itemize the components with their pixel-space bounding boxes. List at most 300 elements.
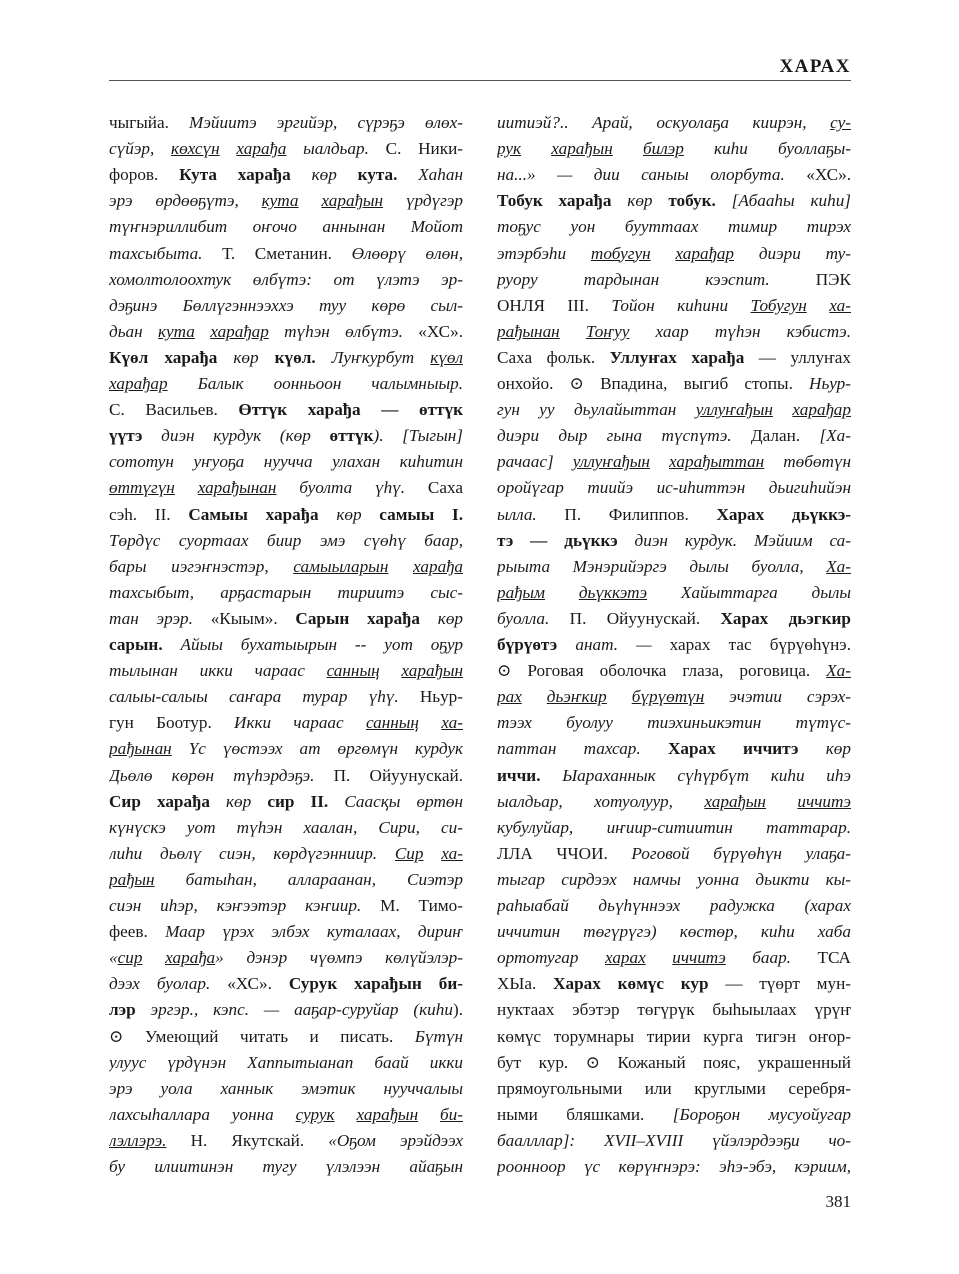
text-run: уллуҥађын: [572, 452, 650, 472]
text-line: [109, 632, 463, 658]
text-line: [497, 319, 851, 345]
text-run: киһи буоллаҕы-: [683, 139, 851, 159]
text-run: харађынан: [197, 478, 277, 498]
text-run: рађынан: [109, 739, 172, 759]
text-run: үүтэ: [109, 426, 143, 446]
text-run: Хаһан: [397, 165, 463, 185]
text-line: [497, 789, 851, 815]
text-run: көр: [611, 191, 669, 211]
text-run: раһыабай дьүһүннээх радужка (харах: [497, 896, 851, 915]
text-line: [109, 319, 463, 345]
text-run: көр: [217, 347, 275, 367]
text-run: бүрүөтэ: [497, 635, 558, 654]
text-run: ОНЛЯ III.: [497, 295, 612, 315]
text-line: [109, 1128, 463, 1154]
text-run: [773, 400, 792, 419]
text-line: [497, 267, 851, 293]
text-line: [109, 997, 463, 1023]
text-run: харађын: [321, 191, 383, 211]
text-line: [497, 945, 851, 971]
text-run: сиэн иһэр, кэҥээтэр кэҥиир.: [109, 896, 381, 915]
text-run: кубулуйар, иҥиир-ситиитин таттарар.: [497, 817, 851, 837]
text-run: П. Ойуунускай.: [569, 608, 721, 628]
text-line: [109, 919, 463, 945]
text-run: билэр: [642, 139, 684, 159]
text-run: рыыта Мэнэрийэргэ дылы буолла,: [497, 556, 827, 576]
text-line: [109, 1154, 463, 1180]
text-run: көр: [798, 739, 851, 759]
text-run: иччитэ: [672, 948, 726, 968]
text-run: «ХС».: [806, 165, 851, 185]
text-line: [109, 267, 463, 293]
text-run: өттүк: [329, 426, 374, 446]
text-run: [807, 296, 830, 315]
text-run: [380, 661, 402, 680]
text-run: харах: [604, 948, 646, 968]
text-line: [497, 502, 851, 528]
text-run: нуктаах эбэтэр төгүрүк быһыылаах үрүҥ: [497, 1000, 851, 1020]
text-run: Самыы харађа: [188, 504, 319, 524]
text-run: Харах көмүс кур: [553, 974, 709, 994]
text-run: лэллэрэ.: [109, 1130, 167, 1150]
text-run: сототун уҥуоҕа нуучча улахан киһитин: [109, 452, 463, 472]
text-run: [220, 139, 237, 158]
text-run: харађын: [704, 791, 766, 811]
text-run: [650, 452, 669, 471]
text-run: самыы I.: [379, 504, 463, 524]
text-run: Далан.: [750, 426, 820, 446]
text-line: [109, 502, 463, 528]
text-run: көр: [318, 504, 380, 524]
text-run: Харах иччитэ: [667, 739, 799, 759]
text-run: буолла.: [497, 608, 570, 628]
text-run: оройүгар тиийэ ис-иһиттэн дьигиһийэн: [497, 478, 851, 498]
text-run: лахсыһаллара уонна: [109, 1104, 296, 1124]
text-run: самыыларын: [293, 556, 389, 576]
text-run: сир: [117, 948, 143, 968]
text-run: Сир: [394, 843, 424, 863]
text-line: [497, 1024, 851, 1050]
text-run: харађын: [401, 661, 463, 681]
text-run: Саасқы өртөн: [328, 791, 463, 811]
text-run: гун Боотур.: [109, 713, 235, 733]
text-run: киһи: [419, 1000, 453, 1020]
text-line: [109, 371, 463, 397]
text-run: [299, 191, 322, 210]
text-line: [109, 1050, 463, 1076]
text-run: Балык оонньоон чалымныыр.: [167, 374, 463, 393]
text-line: [497, 423, 851, 449]
text-run: Луҥкурбут: [315, 347, 431, 367]
text-run: этэрбэһи: [497, 243, 591, 263]
text-run: П. Филиппов.: [564, 504, 717, 524]
text-line: [497, 1076, 851, 1102]
text-run: Ха-: [826, 556, 851, 576]
text-run: тыгар сирдээх намчы уонна дьикти кы-: [497, 869, 851, 889]
text-run: [651, 244, 676, 263]
text-line: [497, 867, 851, 893]
text-run: [545, 583, 579, 602]
text-run: [521, 139, 551, 158]
text-run: тан эрэр.: [109, 608, 211, 628]
text-run: Роговой бүрүөһүн улаҕа-: [631, 843, 851, 863]
text-run: харах тас бүрүөһүнэ.: [669, 635, 851, 654]
text-run: паттан тахсар.: [497, 739, 668, 759]
text-run: [424, 844, 442, 863]
text-run: » дэнэр чүөмпэ көлүйэлэр-: [215, 948, 463, 968]
text-line: [109, 188, 463, 214]
text-run: күнүскэ уот түһэн хаалан, Сири, си-: [109, 817, 463, 837]
text-run: ха-: [829, 295, 851, 315]
text-line: [109, 1076, 463, 1102]
text-line: [497, 815, 851, 841]
text-run: батыһан, аллараанан, Сиэтэр: [154, 869, 463, 889]
text-run: көхсүн: [171, 139, 220, 159]
text-run: С. Ники-: [385, 139, 463, 159]
text-run: Харах дьэгкир: [720, 608, 851, 628]
text-run: Тобугун: [750, 295, 807, 315]
text-run: ). [Тыгын]: [373, 426, 463, 446]
text-line: [109, 241, 463, 267]
text-line: [497, 371, 851, 397]
text-line: [109, 528, 463, 554]
text-run: сурук: [295, 1104, 335, 1124]
text-run: рах: [497, 687, 522, 707]
text-run: тылынан икки чараас: [109, 661, 327, 681]
text-run: ⊙ Умеющий читать и писать.: [109, 1026, 415, 1046]
text-run: көр: [285, 426, 330, 446]
text-run: хаар түһэн кэбистэ.: [629, 321, 851, 341]
text-line: [109, 162, 463, 188]
text-run: Хайыттарга дылы: [647, 582, 851, 602]
text-run: ааҕар-суруйар (: [294, 1000, 420, 1020]
text-run: эргэр., кэпс. —: [135, 1000, 295, 1020]
page-number: 381: [825, 1192, 851, 1211]
text-run: феев.: [109, 922, 166, 942]
text-run: иитиэй?.. Арай, оскуолаҕа киирэн,: [497, 113, 831, 132]
text-run: на...» — дии саныы олорбута.: [497, 165, 807, 185]
text-line: [497, 554, 851, 580]
text-run: диэн курдук (: [142, 426, 286, 446]
text-line: [497, 580, 851, 606]
text-run: Икки чараас: [234, 713, 366, 733]
text-line: [497, 710, 851, 736]
text-run: харађар: [792, 400, 851, 420]
text-run: бары иэгэҥнэстэр,: [109, 556, 294, 576]
text-line: [497, 606, 851, 632]
text-run: гун уу дьулайыттан: [497, 400, 696, 420]
text-line: [109, 423, 463, 449]
text-line: [497, 136, 851, 162]
text-run: «: [109, 948, 118, 968]
text-run: Тоҥуу: [585, 321, 630, 341]
text-line: [109, 658, 463, 684]
text-line: [497, 971, 851, 997]
text-run: күөл.: [274, 347, 316, 367]
text-run: дьүккэтэ: [578, 582, 648, 602]
text-run: ыалдьар.: [286, 139, 386, 159]
text-run: Өлөөрү өлөн,: [351, 243, 463, 263]
header-rule: [109, 80, 851, 81]
text-run: П. Ойуунускай.: [333, 765, 463, 785]
text-run: [646, 948, 672, 967]
text-line: [109, 449, 463, 475]
text-line: [109, 841, 463, 867]
text-line: [497, 449, 851, 475]
text-run: ⊙ Роговая оболочка глаза, роговица.: [497, 661, 827, 681]
text-line: [497, 110, 851, 136]
text-run: [142, 948, 165, 967]
text-run: уллуҥађын: [695, 400, 773, 420]
text-run: үрдүгэр: [383, 191, 463, 211]
text-run: харађар: [109, 374, 168, 393]
text-run: [195, 322, 210, 341]
text-run: түҥнэриллибит оҥочо аннынан Мойот: [109, 217, 463, 237]
text-run: бүрүөтүн: [631, 687, 705, 707]
text-line: [497, 763, 851, 789]
text-run: [522, 687, 547, 706]
text-run: эчэтии сэрэх-: [704, 687, 851, 707]
text-run: Тобук харађа: [497, 191, 612, 211]
text-run: ПЭК: [815, 269, 851, 289]
text-run: эрэ өрдөөҕүтэ,: [109, 191, 262, 211]
text-run: сэһ. II.: [109, 504, 189, 524]
text-run: көр: [209, 791, 268, 811]
text-run: [Ха-: [819, 426, 851, 446]
text-run: ТСА: [817, 948, 851, 968]
text-run: түһэн өлбүтэ.: [268, 321, 419, 341]
text-line: [109, 945, 463, 971]
text-run: күөл: [430, 347, 463, 367]
text-run: Мэйиитэ эргийэр, сүрэҕэ өлөх-: [189, 113, 463, 132]
text-line: [497, 841, 851, 867]
text-run: дээх буолар.: [109, 974, 228, 994]
text-run: Ньур-: [809, 374, 851, 393]
text-run: кута: [261, 191, 299, 211]
text-line: [497, 632, 851, 658]
text-run: бу илиитинэн тугу үлэлээн айаҕын: [109, 1157, 463, 1176]
text-run: Харах дьүккэ-: [716, 504, 851, 524]
text-run: хомолтолоохтук өлбүтэ: от үлэтэ эр-: [109, 269, 463, 289]
text-run: Уллуҥах харађа: [609, 347, 745, 367]
text-line: [497, 658, 851, 684]
text-run: диэри дыр гына түспүтэ.: [497, 426, 751, 446]
text-line: [497, 893, 851, 919]
text-run: иччи.: [497, 765, 541, 785]
text-run: рађынан: [497, 321, 560, 341]
text-run: санның: [365, 713, 419, 733]
text-run: [419, 713, 441, 732]
text-line: [497, 345, 851, 371]
text-line: [109, 475, 463, 501]
text-run: тахсыбыт, арҕастарын тириитэ сыс-: [109, 582, 463, 602]
text-line: [497, 162, 851, 188]
text-run: харађын: [551, 139, 613, 159]
text-run: сүйэр,: [109, 139, 172, 159]
text-run: Сарын харађа: [295, 608, 421, 628]
text-run: баар.: [725, 948, 818, 968]
text-run: Айыы бухатыырын -- уот оҕур: [162, 635, 463, 654]
text-run: ).: [452, 1000, 463, 1020]
text-run: тээх буолуу тиэхиньикэтин түтүс-: [497, 713, 851, 733]
text-run: бут кур. ⊙ Кожаный пояс, украшенный: [497, 1052, 851, 1072]
text-run: «Оҕом эрэйдээх: [328, 1130, 463, 1150]
text-run: эрэ уола ханнык эмэтик нууччалыы: [109, 1078, 463, 1098]
text-line: [109, 136, 463, 162]
text-line: [497, 1128, 851, 1154]
text-line: [109, 710, 463, 736]
text-run: ными бляшками.: [497, 1104, 673, 1124]
text-run: төбөтүн: [764, 452, 851, 472]
text-line: [497, 1102, 851, 1128]
text-run: чыгыйа.: [109, 113, 190, 132]
text-line: [497, 997, 851, 1023]
text-line: [497, 684, 851, 710]
text-line: [109, 736, 463, 762]
text-run: рађым: [497, 582, 546, 602]
text-run: Ха-: [826, 661, 851, 681]
text-run: Ыараханнык сүһүрбүт киһи иһэ: [540, 765, 851, 785]
text-run: ха-: [441, 713, 463, 733]
text-run: буолта үһү.: [276, 478, 428, 498]
text-run: [175, 478, 198, 497]
text-line: [497, 528, 851, 554]
text-run: ылла.: [497, 504, 565, 524]
text-run: сарын.: [109, 635, 163, 654]
text-run: «Кыым».: [210, 608, 296, 628]
text-line: [497, 214, 851, 240]
text-run: форов.: [109, 165, 180, 185]
text-line: [497, 188, 851, 214]
text-run: Мэйиим са-: [753, 530, 851, 550]
text-line: [109, 1102, 463, 1128]
text-run: тобук.: [668, 191, 716, 211]
text-run: прямоугольными или круглыми серебря-: [497, 1078, 851, 1098]
text-run: салыы-салыы саҥара турар үһү.: [109, 687, 420, 707]
text-run: — түөрт мун-: [708, 974, 851, 994]
text-line: [109, 397, 463, 423]
text-run: онхойо. ⊙ Впадина, выгиб стопы.: [497, 374, 810, 393]
text-run: Т. Сметанин.: [222, 243, 352, 263]
text-run: Тойон киһини: [611, 295, 751, 315]
text-run: би-: [440, 1104, 463, 1124]
text-run: [607, 687, 632, 706]
text-run: көр: [420, 608, 463, 628]
text-run: ЛЛА ЧЧОИ.: [497, 843, 632, 863]
text-line: [109, 214, 463, 240]
text-run: харађа: [412, 556, 463, 576]
text-run: [388, 557, 413, 576]
text-run: М. Тимо-: [380, 896, 463, 915]
text-line: [497, 919, 851, 945]
text-run: Өттүк харађа — өттүк: [238, 400, 463, 420]
text-line: [497, 1050, 851, 1076]
text-run: улуус үрдүнэн Хаппытыанап баай икки: [109, 1052, 463, 1072]
text-run: баалллар]: XVII–XVIII үйэлэрдээҕи чо-: [497, 1130, 851, 1150]
text-run: ХЫа.: [497, 974, 554, 994]
text-run: харађа: [165, 948, 216, 968]
text-run: роонноор үс көрүҥнэрэ: эһэ-эбэ, кэриим,: [497, 1157, 851, 1176]
text-run: дьан: [109, 321, 158, 341]
text-line: [109, 789, 463, 815]
text-run: рађын: [109, 869, 155, 889]
text-line: [109, 345, 463, 371]
text-run: «ХС».: [418, 321, 463, 341]
text-run: рачаас]: [497, 452, 573, 472]
text-run: харађыттан: [668, 452, 765, 472]
text-line: [109, 971, 463, 997]
text-run: кута: [157, 321, 195, 341]
text-run: Сир харађа: [109, 791, 210, 811]
text-run: Н. Якутскай.: [166, 1130, 329, 1150]
text-run: харађар: [210, 321, 269, 341]
text-run: өттүгүн: [109, 478, 175, 498]
text-run: лиһи дьөлү сиэн, көрдүгэнниир.: [109, 843, 395, 863]
text-run: диэри ту-: [734, 243, 851, 263]
text-run: [418, 1105, 440, 1124]
text-line: [109, 684, 463, 710]
text-run: Саха фольк.: [497, 347, 610, 367]
text-run: Үс үөстээх ат өргөмүн курдук: [171, 739, 463, 759]
text-run: көмүс торумнары тирии курга тигэн оҥор-: [497, 1026, 851, 1046]
text-run: [335, 1105, 357, 1124]
text-run: тэ — дьүккэ: [497, 530, 618, 550]
text-run: [560, 322, 586, 341]
running-header-title: ХАРАХ: [779, 56, 851, 77]
text-run: дьэҥкир: [546, 687, 607, 707]
text-run: Күөл харађа: [109, 347, 218, 367]
text-run: [766, 792, 797, 811]
text-run: харађа: [236, 139, 287, 159]
text-run: Ньур-: [419, 687, 463, 707]
text-run: Сурук харађын би-: [288, 974, 463, 994]
text-run: Дьөлө көрөн түһэрдэҕэ.: [109, 765, 334, 785]
text-line: [109, 893, 463, 919]
text-run: санның: [326, 661, 380, 681]
text-run: тоҕус уон бууттаах тимир тирэх: [497, 217, 851, 237]
text-line: [497, 736, 851, 762]
text-run: рук: [497, 139, 522, 159]
text-line: [109, 293, 463, 319]
text-run: тобугун: [590, 243, 651, 263]
text-run: ха-: [441, 843, 463, 863]
text-run: кута.: [357, 165, 398, 185]
text-line: [109, 554, 463, 580]
text-line: [497, 1154, 851, 1180]
text-run: тахсыбыта.: [109, 243, 223, 263]
text-run: Саха: [427, 478, 463, 498]
text-run: анат. —: [557, 635, 670, 654]
text-run: Төрдүс суортаах биир эмэ сүөһү баар,: [109, 530, 463, 550]
text-run: су-: [830, 113, 851, 132]
text-run: Кута харађа: [179, 165, 291, 185]
text-run: — уллуҥах: [744, 347, 851, 367]
text-run: ортотугар: [497, 948, 605, 968]
text-line: [109, 110, 463, 136]
text-run: [Бороҕон мусуойугар: [672, 1104, 851, 1124]
text-run: харађын: [356, 1104, 419, 1124]
text-run: лэр: [109, 1000, 136, 1020]
text-line: [109, 763, 463, 789]
text-run: [Абааһы киһи]: [715, 191, 851, 211]
text-run: диэн курдук.: [617, 530, 754, 550]
text-run: С. Васильев.: [109, 400, 239, 420]
text-run: «ХС».: [227, 974, 289, 994]
text-line: [497, 241, 851, 267]
text-run: Бүтүн: [414, 1026, 463, 1046]
text-run: сир II.: [267, 791, 329, 811]
text-line: [497, 397, 851, 423]
